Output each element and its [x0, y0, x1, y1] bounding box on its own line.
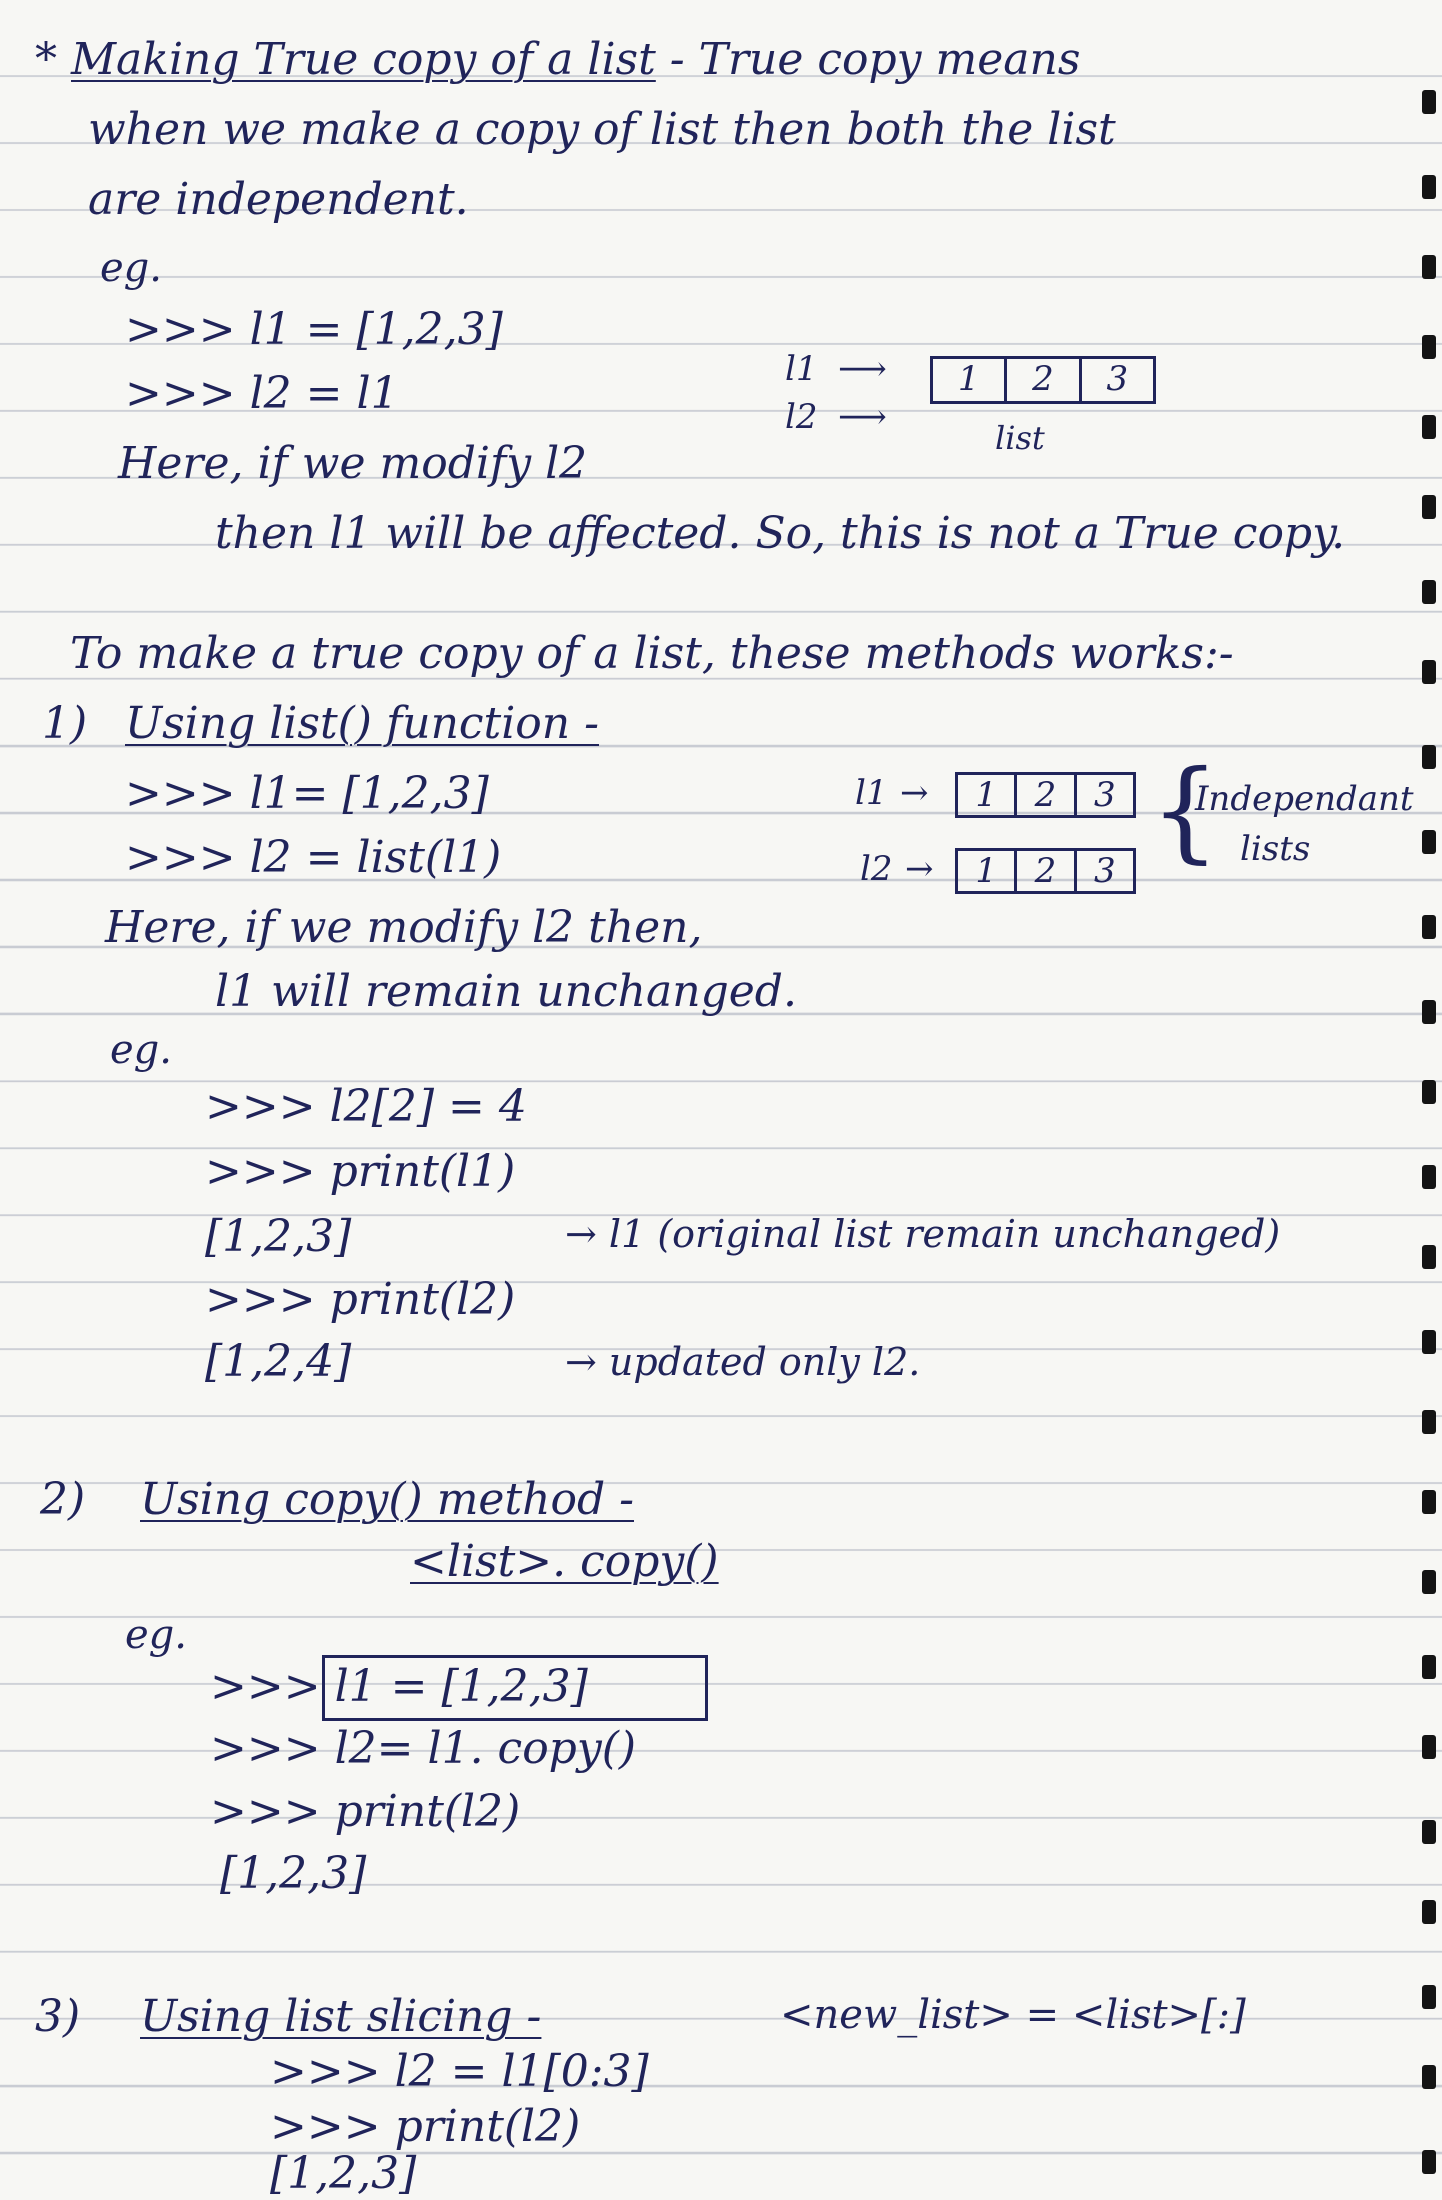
intro-line: when we make a copy of list then both the list — [88, 104, 1116, 155]
binder-hole — [1422, 1410, 1436, 1434]
binder-hole — [1422, 1165, 1436, 1189]
brace-note: Independant — [1195, 779, 1414, 819]
list-cell: 2 — [1007, 359, 1081, 401]
code-line: >>> print(l2) — [270, 2101, 581, 2152]
pointer-label: l2 — [860, 849, 893, 889]
arrow-icon: ⟶ — [838, 397, 887, 437]
method-number: 3) — [35, 1991, 81, 2042]
list-diagram — [955, 772, 1136, 818]
code-line: [1,2,3] — [220, 1848, 367, 1899]
note-line: Here, if we modify l2 — [118, 438, 588, 489]
code-line: >>> l2 = list(l1) — [125, 832, 502, 883]
binder-hole — [1422, 1820, 1436, 1844]
binder-hole — [1422, 2150, 1436, 2174]
code-line: >>> l2[2] = 4 — [205, 1081, 527, 1132]
code-line: >>> l2= l1. copy() — [210, 1723, 637, 1774]
binder-hole — [1422, 1330, 1436, 1354]
code-line: >>> l1= [1,2,3] — [125, 768, 489, 819]
method-title: Using list slicing - — [140, 1991, 542, 2042]
code-line: >>> l2 = l1 — [125, 368, 399, 419]
code-annotation: → l1 (original list remain unchanged) — [565, 1212, 1281, 1256]
binder-hole — [1422, 1735, 1436, 1759]
list-diagram — [930, 356, 1156, 404]
binder-hole — [1422, 1245, 1436, 1269]
method-syntax: <new_list> = <list>[:] — [780, 1992, 1246, 2038]
binder-hole — [1422, 1080, 1436, 1104]
binder-hole — [1422, 1985, 1436, 2009]
brace-note: lists — [1240, 829, 1311, 869]
note-line: l1 will remain unchanged. — [215, 966, 797, 1017]
code-line: >>> print(l1) — [205, 1146, 516, 1197]
binder-hole — [1422, 175, 1436, 199]
binder-hole — [1422, 1490, 1436, 1514]
code-line: >>> l2 = l1[0:3] — [270, 2046, 649, 2097]
diagram-caption: list — [995, 419, 1045, 457]
note-line: then l1 will be affected. So, this is not a True copy. — [215, 508, 1346, 559]
list-diagram — [955, 848, 1136, 894]
binder-hole — [1422, 1655, 1436, 1679]
binder-hole — [1422, 830, 1436, 854]
list-cell: 1 — [933, 359, 1007, 401]
method-title: Using copy() method - — [140, 1474, 634, 1525]
methods-heading: To make a true copy of a list, these methods works:- — [70, 628, 1234, 679]
example-label: eg. — [100, 245, 162, 291]
code-line: >>> l1 = [1,2,3] — [210, 1661, 588, 1712]
code-line: [1,2,3] — [270, 2148, 417, 2199]
list-cell: 3 — [1094, 851, 1116, 891]
pointer-label: l2 — [785, 397, 818, 437]
heading-title: Making True copy of a list — [71, 34, 656, 85]
list-cell: 3 — [1094, 775, 1116, 815]
arrow-icon: ⟶ — [838, 349, 887, 389]
binder-hole — [1422, 415, 1436, 439]
code-line: >>> print(l2) — [210, 1786, 521, 1837]
code-line: [1,2,3] — [205, 1211, 352, 1262]
binder-hole — [1422, 1000, 1436, 1024]
section-heading: * Making True copy of a list - True copy means — [35, 34, 1081, 85]
code-annotation: → updated only l2. — [565, 1340, 921, 1384]
example-label: eg. — [125, 1612, 187, 1658]
note-line: Here, if we modify l2 then, — [105, 902, 703, 953]
arrow-icon: → — [905, 849, 934, 889]
brace-icon: { — [1150, 746, 1220, 874]
binder-hole — [1422, 580, 1436, 604]
list-cell: 2 — [1017, 775, 1076, 815]
list-cell: 2 — [1017, 851, 1076, 891]
arrow-icon: → — [900, 773, 929, 813]
binder-hole — [1422, 2065, 1436, 2089]
code-line: >>> print(l2) — [205, 1274, 516, 1325]
method-title: Using list() function - — [125, 698, 599, 749]
binder-hole — [1422, 660, 1436, 684]
code-line: [1,2,4] — [205, 1336, 352, 1387]
pointer-label: l1 — [855, 773, 888, 813]
list-cell: 3 — [1106, 359, 1129, 399]
method-syntax: <list>. copy() — [410, 1536, 719, 1587]
code-line: >>> l1 = [1,2,3] — [125, 304, 503, 355]
example-label: eg. — [110, 1027, 172, 1073]
binder-hole — [1422, 745, 1436, 769]
binder-hole — [1422, 90, 1436, 114]
pointer-label: l1 — [785, 349, 818, 389]
list-cell: 1 — [958, 851, 1017, 891]
binder-hole — [1422, 255, 1436, 279]
method-number: 2) — [40, 1474, 86, 1525]
list-cell: 1 — [958, 775, 1017, 815]
binder-hole — [1422, 1570, 1436, 1594]
binder-holes — [1402, 0, 1442, 2200]
binder-hole — [1422, 335, 1436, 359]
binder-hole — [1422, 915, 1436, 939]
binder-hole — [1422, 495, 1436, 519]
intro-line: are independent. — [88, 174, 469, 225]
binder-hole — [1422, 1900, 1436, 1924]
method-number: 1) — [42, 698, 88, 749]
